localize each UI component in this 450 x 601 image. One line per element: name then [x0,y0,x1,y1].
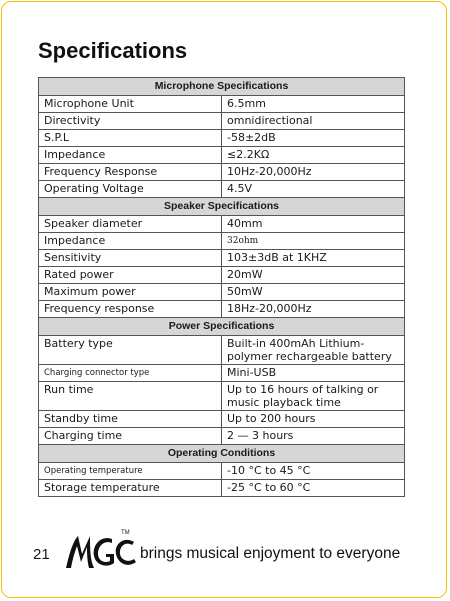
spec-label: Battery type [39,336,222,365]
section-header-power [39,318,405,336]
table-row [39,130,405,147]
spec-label: Rated power [39,267,222,284]
tagline: brings musical enjoyment to everyone [140,545,401,562]
spec-label: Operating temperature [39,463,222,480]
spec-value: Up to 16 hours of talking or music playback time [222,382,405,411]
spec-value: 4.5V [222,181,405,198]
spec-label: Operating Voltage [39,181,222,198]
spec-label: Directivity [39,113,222,130]
spec-value: 2 — 3 hours [222,428,405,445]
section-header-microphone [39,78,405,96]
section-title: Operating Conditions [39,445,405,463]
spec-label: Maximum power [39,284,222,301]
spec-value: 6.5mm [222,96,405,113]
spec-value: Up to 200 hours [222,411,405,428]
spec-label: Storage temperature [39,480,222,497]
table-row [39,411,405,428]
table-row [39,463,405,480]
spec-value: -58±2dB [222,130,405,147]
section-header-operating [39,445,405,463]
table-row [39,284,405,301]
spec-label: Microphone Unit [39,96,222,113]
table-row [39,250,405,267]
spec-value: 40mm [222,216,405,233]
table-row [39,428,405,445]
spec-value: 103±3dB at 1KHZ [222,250,405,267]
spec-label: Sensitivity [39,250,222,267]
section-header-speaker [39,198,405,216]
spec-value: Built-in 400mAh Lithium-polymer rechargeable battery [222,336,405,365]
spec-value: omnidirectional [222,113,405,130]
spec-value: Mini-USB [222,365,405,382]
spec-value: 50mW [222,284,405,301]
mgc-logo [60,530,138,576]
table-row [39,181,405,198]
spec-value: -10 °C to 45 °C [222,463,405,480]
spec-label: Impedance [39,147,222,164]
spec-value: 20mW [222,267,405,284]
spec-label: Charging connector type [39,365,222,382]
spec-value: 18Hz-20,000Hz [222,301,405,318]
page-title: Specifications [38,38,188,63]
table-row [39,301,405,318]
spec-value: ≤2.2KΩ [222,147,405,164]
spec-value: -25 °C to 60 °C [222,480,405,497]
table-row [39,365,405,382]
table-row [39,113,405,130]
spec-label: Impedance [39,233,222,250]
specifications-table [38,77,405,497]
section-title: Power Specifications [39,318,405,336]
table-row [39,267,405,284]
table-row [39,233,405,250]
section-title: Microphone Specifications [39,78,405,96]
table-row [39,382,405,411]
page-footer [0,530,450,580]
spec-label: S.P.L [39,130,222,147]
spec-label: Speaker diameter [39,216,222,233]
table-row [39,147,405,164]
spec-value: 10Hz-20,000Hz [222,164,405,181]
spec-label: Standby time [39,411,222,428]
spec-value: 32ohm [222,233,405,250]
spec-label: Frequency Response [39,164,222,181]
table-row [39,96,405,113]
table-row [39,336,405,365]
spec-label: Frequency response [39,301,222,318]
table-row [39,480,405,497]
table-row [39,164,405,181]
section-title: Speaker Specifications [39,198,405,216]
table-row [39,216,405,233]
trademark-mark: TM [121,530,130,536]
spec-label: Run time [39,382,222,411]
page-number: 21 [33,546,50,563]
spec-label: Charging time [39,428,222,445]
